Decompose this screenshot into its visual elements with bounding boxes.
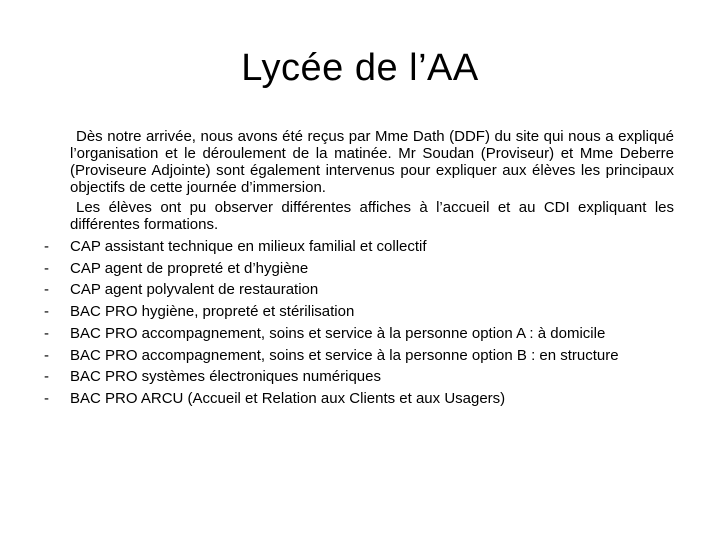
formations-list <box>44 236 674 410</box>
posters-paragraph: Les élèves ont pu observer différentes affiches à l’accueil et au CDI expliquant les différentes formations. <box>70 199 674 233</box>
list-item <box>44 388 674 410</box>
dash-bullet: - <box>44 368 49 386</box>
list-item-text: CAP agent polyvalent de restauration <box>70 281 319 299</box>
dash-bullet: - <box>44 389 49 407</box>
list-item <box>44 301 674 323</box>
dash-bullet: - <box>44 303 49 321</box>
list-item <box>44 258 674 280</box>
list-item-text: BAC PRO accompagnement, soins et service à la personne option A : à domicile <box>70 324 606 342</box>
intro-paragraph: Dès notre arrivée, nous avons été reçus par Mme Dath (DDF) du site qui nous a expliqué l’organisation et le déroulement de la matinée. Mr Soudan (Proviseur) et Mme Deberre (Proviseure Adjointe) sont également intervenus pour expliquer aux élèves les principaux objectifs de cette journée d’immersion. <box>70 128 674 196</box>
list-item <box>44 279 674 301</box>
list-item-text: BAC PRO accompagnement, soins et service à la personne option B : en structure <box>70 346 619 364</box>
list-item-text: CAP assistant technique en milieux familial et collectif <box>70 238 427 255</box>
list-item <box>44 345 674 367</box>
list-item <box>44 366 674 388</box>
dash-bullet: - <box>44 281 49 299</box>
list-item-text: CAP agent de propreté et d’hygiène <box>70 259 309 277</box>
dash-bullet: - <box>44 324 49 342</box>
slide-title: Lycée de l’AA <box>241 47 479 89</box>
dash-bullet: - <box>44 346 49 364</box>
list-item-text: BAC PRO hygiène, propreté et stérilisation <box>70 303 355 321</box>
list-item-text: BAC PRO systèmes électroniques numériques <box>70 368 381 386</box>
list-item <box>44 323 674 345</box>
dash-bullet: - <box>44 238 49 255</box>
list-item-text: BAC PRO ARCU (Accueil et Relation aux Clients et aux Usagers) <box>70 389 506 407</box>
list-item <box>44 236 674 258</box>
slide-body <box>44 128 674 410</box>
dash-bullet: - <box>44 259 49 277</box>
